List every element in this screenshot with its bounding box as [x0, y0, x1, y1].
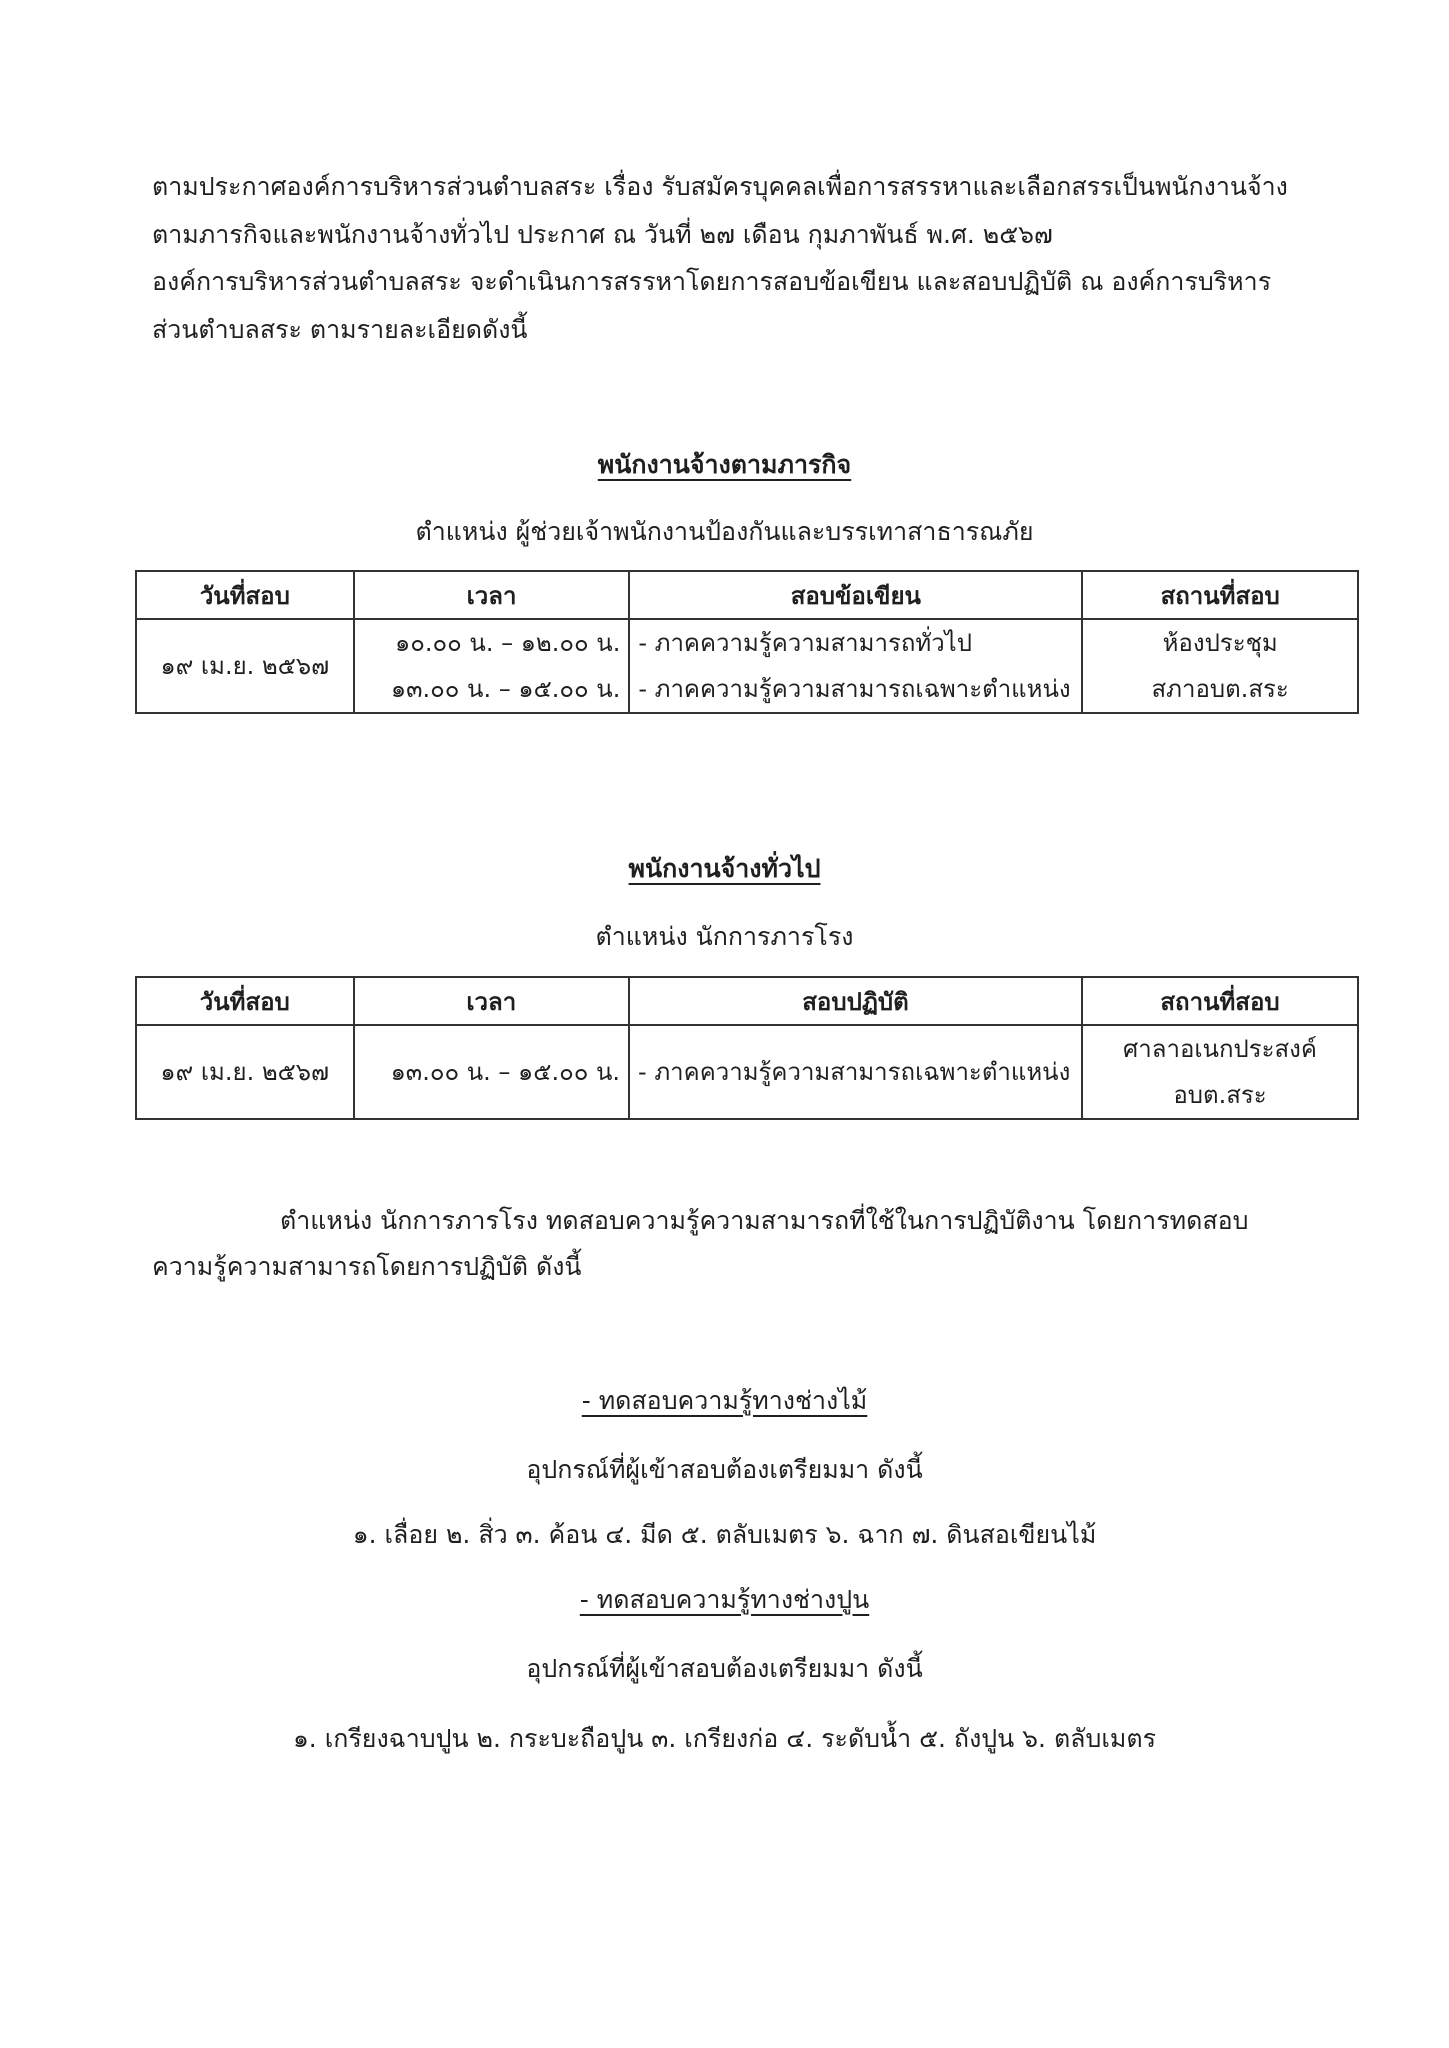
wood-equipment-list: ๑. เลื่อย ๒. สิ่ว ๓. ค้อน ๔. มีด ๕. ตลับเมตร ๖. ฉาก ๗. ดินสอเขียนไม้ — [352, 1520, 1097, 1549]
table-header-row — [136, 571, 1358, 619]
header-written-exam: สอบข้อเขียน — [629, 571, 1082, 619]
subject-cell — [629, 1025, 1082, 1119]
table-row — [136, 619, 1358, 713]
section2-position: ตำแหน่ง นักการภารโรง — [595, 922, 854, 951]
time-cell — [354, 619, 630, 713]
section1-heading: พนักงานจ้างตามภารกิจ — [597, 450, 852, 479]
exam-date: ๑๙ เม.ย. ๒๕๖๗ — [160, 1058, 330, 1086]
cement-equipment-list: ๑. เกรียงฉาบปูน ๒. กระบะถือปูน ๓. เกรียงก่อ ๔. ระดับน้ำ ๕. ถังปูน ๖. ตลับเมตร — [292, 1724, 1157, 1753]
wood-test-title: - ทดสอบความรู้ทางช่างไม้ — [581, 1386, 868, 1415]
cement-test-title: - ทดสอบความรู้ทางช่างปูน — [579, 1585, 870, 1614]
time-cell — [354, 1025, 630, 1119]
header-time: เวลา — [354, 571, 630, 619]
header-exam-place: สถานที่สอบ — [1082, 977, 1358, 1025]
place-cell — [1082, 619, 1358, 713]
section1-position: ตำแหน่ง ผู้ช่วยเจ้าพนักงานป้องกันและบรรเทาสาธารณภัย — [415, 517, 1034, 546]
wood-equipment-intro: อุปกรณ์ที่ผู้เข้าสอบต้องเตรียมมา ดังนี้ — [526, 1455, 923, 1484]
intro-line-2: ตามภารกิจและพนักงานจ้างทั่วไป ประกาศ ณ วันที่ ๒๗ เดือน กุมภาพันธ์ พ.ศ. ๒๕๖๗ — [152, 220, 1053, 249]
intro-line-1: ตามประกาศองค์การบริหารส่วนตำบลสระ เรื่อง รับสมัครบุคคลเพื่อการสรรหาและเลือกสรรเป็นพนักงานจ้าง — [152, 172, 1288, 201]
header-time: เวลา — [354, 977, 630, 1025]
table-header-row — [136, 977, 1358, 1025]
subject-specific: - ภาคความรู้ความสามารถเฉพาะตำแหน่ง — [638, 1058, 1071, 1086]
exam-date-cell — [136, 1025, 354, 1119]
subject-general: - ภาคความรู้ความสามารถทั่วไป — [638, 629, 972, 657]
time-slot-2: ๑๓.๐๐ น. – ๑๕.๐๐ น. — [390, 675, 621, 703]
section1-exam-table — [135, 570, 1359, 714]
practical-line-2: ความรู้ความสามารถโดยการปฏิบัติ ดังนี้ — [152, 1252, 582, 1281]
place-line-2: สภาอบต.สระ — [1151, 675, 1289, 703]
header-practical-exam: สอบปฏิบัติ — [629, 977, 1082, 1025]
exam-date-cell — [136, 619, 354, 713]
subject-specific: - ภาคความรู้ความสามารถเฉพาะตำแหน่ง — [638, 675, 1071, 703]
place-cell — [1082, 1025, 1358, 1119]
header-exam-place: สถานที่สอบ — [1082, 571, 1358, 619]
subject-cell — [629, 619, 1082, 713]
intro-line-4: ส่วนตำบลสระ ตามรายละเอียดดังนี้ — [152, 315, 528, 344]
intro-line-3: องค์การบริหารส่วนตำบลสระ จะดำเนินการสรรหาโดยการสอบข้อเขียน และสอบปฏิบัติ ณ องค์การบริหาร — [152, 267, 1272, 296]
section2-heading: พนักงานจ้างทั่วไป — [628, 854, 821, 883]
section2-exam-table — [135, 976, 1359, 1120]
header-exam-date: วันที่สอบ — [136, 571, 354, 619]
table-row — [136, 1025, 1358, 1119]
place-line-1: ศาลาอเนกประสงค์ — [1123, 1035, 1317, 1063]
time-slot-1: ๑๐.๐๐ น. – ๑๒.๐๐ น. — [394, 629, 621, 657]
place-line-2: อบต.สระ — [1173, 1081, 1267, 1109]
practical-line-1: ตำแหน่ง นักการภารโรง ทดสอบความรู้ความสามารถที่ใช้ในการปฏิบัติงาน โดยการทดสอบ — [280, 1206, 1249, 1235]
header-exam-date: วันที่สอบ — [136, 977, 354, 1025]
time-slot: ๑๓.๐๐ น. – ๑๕.๐๐ น. — [390, 1058, 621, 1086]
cement-equipment-intro: อุปกรณ์ที่ผู้เข้าสอบต้องเตรียมมา ดังนี้ — [526, 1654, 923, 1683]
place-line-1: ห้องประชุม — [1162, 629, 1278, 657]
exam-date: ๑๙ เม.ย. ๒๕๖๗ — [160, 652, 330, 680]
